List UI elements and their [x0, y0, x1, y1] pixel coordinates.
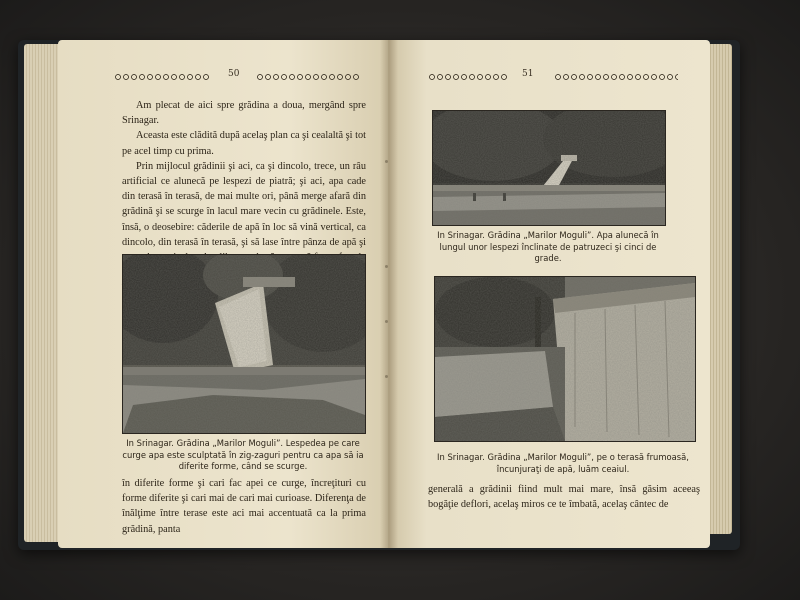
paragraph: în diferite forme şi cari fac apei ce curge, încreţituri cu forme diferite şi cari mai de cari mai curioase. Diferenţa de înălţime între terase este aci mai accentuată ca la prima grădină, panta: [122, 478, 366, 535]
page-edges-right: [708, 44, 732, 534]
binding-hole: [385, 375, 388, 378]
right-page[interactable]: [388, 40, 710, 548]
binding-hole: [385, 320, 388, 323]
header-ornament-right-a: [428, 73, 508, 81]
header-ornament-left-a: [114, 73, 210, 81]
photo-water-chute: [122, 254, 366, 434]
header-ornament-right-b: [554, 73, 678, 81]
photo-water-slide-image: [433, 111, 665, 225]
photo-water-slide: [432, 110, 666, 226]
paragraph: Am plecat de aici spre grădina a doua, mergând spre Srinagar.: [122, 100, 366, 127]
photo-water-chute-image: [123, 255, 365, 433]
left-page-text-bottom: [122, 476, 366, 537]
photo-caption: In Srinagar. Grădina „Marilor Moguli”. Lespedea pe care curge apa este sculptată în zig-zaguri pentru ca apa să ia diferite forme, când se scurge.: [122, 438, 364, 471]
paragraph: Prin mijlocul grădinii şi aci, ca şi dincolo, trece, un râu artificial ce alunecă pe lespezi de piatră; şi aci, apa cade din terasă în terasă, de mai multe ori, până merge afară din grădină şi se scurge în lacul mare vecin cu grădinele. Este, însă, o deosebire: căderile de apă în loc să vină vertical, ca dincolo, din terasă în terasă, şi să lase între pânza de apă şi: [122, 160, 366, 248]
header-ornament-left-b: [256, 73, 360, 81]
right-page-text-bottom: [428, 482, 700, 512]
photo-caption: In Srinagar. Grădina „Marilor Moguli”, pe o terasă frumoasă, încunjuraţi de apă, luăm ceaiul.: [437, 452, 689, 474]
binding-hole: [385, 265, 388, 268]
binding-hole: [385, 160, 388, 163]
paragraph: generală a grădinii fiind mult mai mare, însă găsim aceeaş bogăţie deflori, acelaş miros ce te îmbată, acelaş cântec de: [428, 484, 700, 511]
paragraph: Aceasta este clădită după acelaş plan ca şi cealaltă şi tot pe acel timp cu prima.: [122, 130, 366, 157]
page-number: 50: [228, 69, 240, 79]
left-page[interactable]: [58, 40, 388, 548]
photo-terrace-pool-image: [435, 277, 695, 441]
page-number: 51: [522, 69, 534, 79]
photo-caption: In Srinagar. Grădina „Marilor Moguli”. Apa alunecă în lungul unor lespezi înclinate de patruzeci şi cinci de grade.: [437, 230, 659, 263]
photo-terrace-pool: [434, 276, 696, 442]
